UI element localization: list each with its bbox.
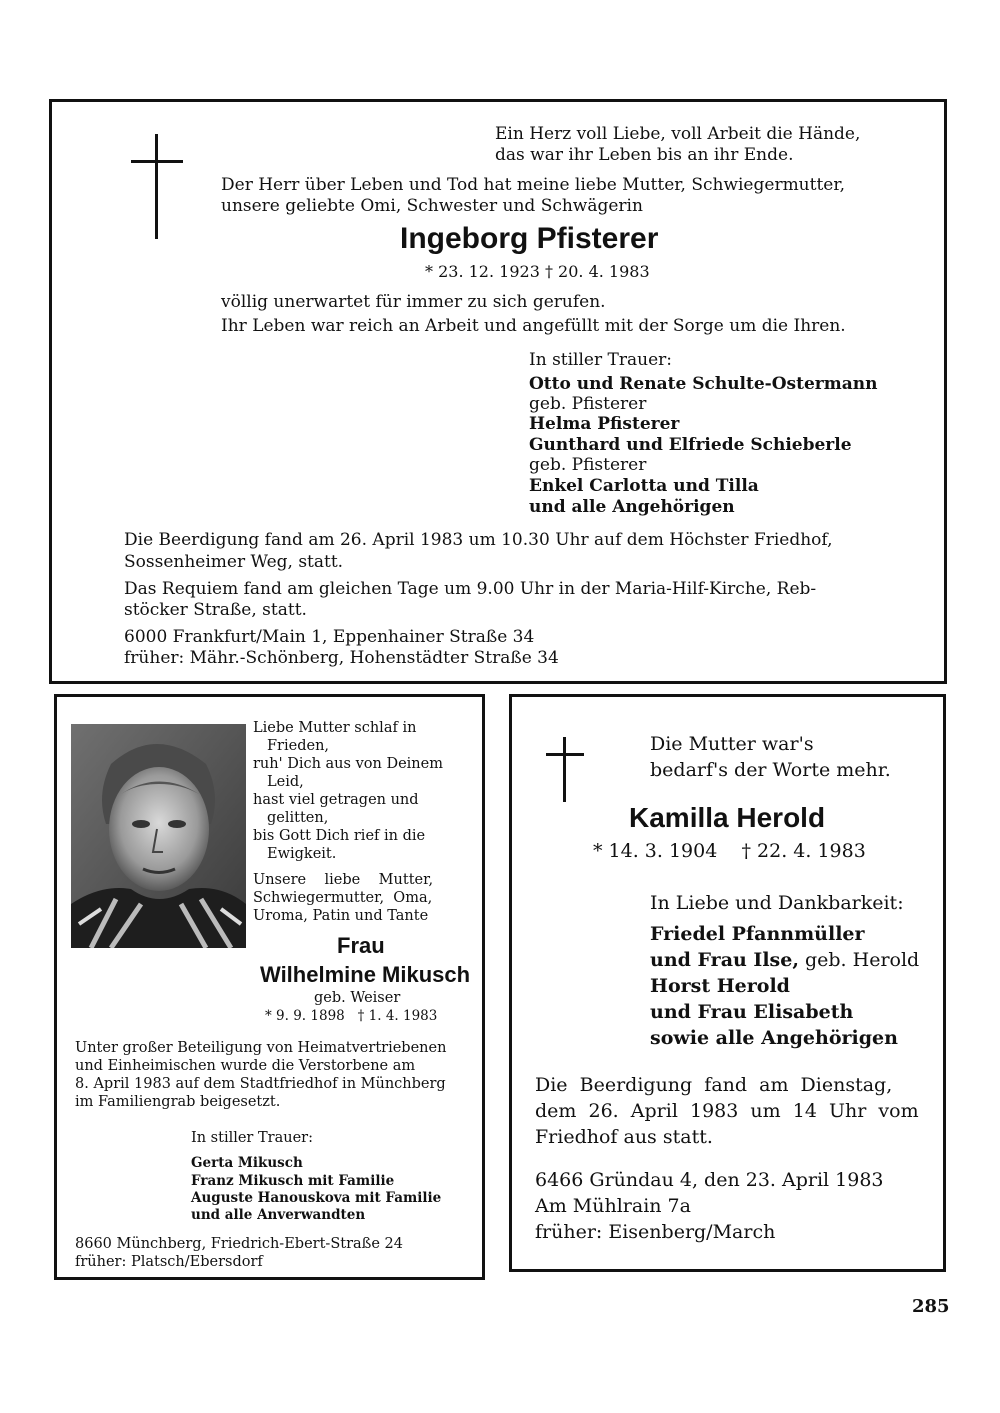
- poem-line: ruh' Dich aus von Deinem: [253, 756, 443, 772]
- obituary-kamilla-herold: [509, 694, 946, 1272]
- burial-line: 8. April 1983 auf dem Stadtfriedhof in Münchberg: [75, 1076, 446, 1092]
- page-number: 285: [912, 1296, 950, 1317]
- address-line-1: 6000 Frankfurt/Main 1, Eppenhainer Straße 34: [124, 627, 535, 647]
- funeral-line-1: Die Beerdigung fand am 26. April 1983 um 10.30 Uhr auf dem Höchster Friedhof,: [124, 530, 833, 550]
- funeral-line: dem 26. April 1983 um 14 Uhr vom: [535, 1100, 919, 1122]
- mourner-line: Franz Mikusch mit Familie: [191, 1173, 395, 1189]
- poem-line: Liebe Mutter schlaf in: [253, 720, 417, 736]
- mourner-line: Gerta Mikusch: [191, 1155, 303, 1171]
- requiem-line-1: Das Requiem fand am gleichen Tage um 9.00 Uhr in der Maria-Hilf-Kirche, Reb-: [124, 579, 817, 599]
- motto-line-2: bedarf's der Worte mehr.: [650, 759, 891, 781]
- poem-line: Frieden,: [267, 738, 330, 754]
- mourning-title: In stiller Trauer:: [191, 1130, 313, 1146]
- burial-line: und Einheimischen wurde die Verstorbene am: [75, 1058, 416, 1074]
- cross-icon: [131, 134, 181, 244]
- mourner-name: sowie alle Angehörigen: [650, 1027, 898, 1049]
- motto-line-1: Ein Herz voll Liebe, voll Arbeit die Hände,: [495, 124, 861, 144]
- poem-line: Leid,: [267, 774, 304, 790]
- mourner-line: [650, 923, 865, 945]
- address-line-1: 8660 Münchberg, Friedrich-Ebert-Straße 24: [75, 1236, 403, 1252]
- burial-line: Unter großer Beteiligung von Heimatvertriebenen: [75, 1040, 447, 1056]
- mourner-line: Otto und Renate Schulte-Ostermann: [529, 374, 878, 394]
- funeral-line-2: Sossenheimer Weg, statt.: [124, 552, 344, 572]
- mourner-name: und Frau Elisabeth: [650, 1001, 854, 1023]
- obituary-ingeborg-pfisterer: [49, 99, 947, 684]
- address-line: 6466 Gründau 4, den 23. April 1983: [535, 1169, 884, 1191]
- mourner-line: und alle Angehörigen: [529, 497, 735, 517]
- mourner-line: [650, 949, 919, 971]
- burial-line: im Familiengrab beigesetzt.: [75, 1094, 281, 1110]
- poem-line: Ewigkeit.: [267, 846, 337, 862]
- funeral-line: Die Beerdigung fand am Dienstag,: [535, 1074, 893, 1096]
- poem-line: hast viel getragen und: [253, 792, 419, 808]
- maiden-name: geb. Weiser: [314, 990, 401, 1006]
- mourner-line: geb. Pfisterer: [529, 455, 647, 475]
- address-line-2: früher: Platsch/Ebersdorf: [75, 1254, 263, 1270]
- honorific: Frau: [337, 933, 385, 958]
- deceased-name: Kamilla Herold: [629, 802, 826, 833]
- intro-line-2: unsere geliebte Omi, Schwester und Schwägerin: [221, 196, 643, 216]
- mourning-title: In stiller Trauer:: [529, 350, 672, 370]
- motto-line-2: das war ihr Leben bis an ihr Ende.: [495, 145, 794, 165]
- mourner-line: Auguste Hanouskova mit Familie: [191, 1190, 442, 1206]
- requiem-line-2: stöcker Straße, statt.: [124, 600, 307, 620]
- portrait-photo: [71, 724, 246, 948]
- mourner-line: Enkel Carlotta und Tilla: [529, 476, 759, 496]
- life-dates: * 23. 12. 1923 † 20. 4. 1983: [425, 262, 650, 281]
- deceased-name: Wilhelmine Mikusch: [260, 962, 471, 987]
- mourner-line: [650, 1027, 898, 1049]
- mourner-note: geb. Herold: [798, 949, 920, 971]
- life-dates: * 9. 9. 1898 † 1. 4. 1983: [265, 1008, 438, 1024]
- deceased-name: Ingeborg Pfisterer: [400, 222, 659, 255]
- funeral-line: Friedhof aus statt.: [535, 1126, 713, 1148]
- mourner-line: und alle Anverwandten: [191, 1207, 366, 1223]
- mourner-line: [650, 1001, 853, 1023]
- mourner-name: Horst Herold: [650, 975, 790, 997]
- mourner-name: und Frau Ilse,: [650, 949, 799, 971]
- mourner-name: Friedel Pfannmüller: [650, 923, 865, 945]
- cross-icon: [546, 737, 586, 807]
- mourner-line: geb. Pfisterer: [529, 394, 647, 414]
- life-dates: * 14. 3. 1904 † 22. 4. 1983: [593, 840, 866, 862]
- address-line: Am Mühlrain 7a: [535, 1195, 691, 1217]
- after-line-1: völlig unerwartet für immer zu sich gerufen.: [221, 292, 606, 312]
- address-line: früher: Eisenberg/March: [535, 1221, 776, 1243]
- intro-line: Unsere liebe Mutter,: [253, 872, 434, 888]
- intro-line: Schwiegermutter, Oma,: [253, 890, 433, 906]
- intro-line: Uroma, Patin und Tante: [253, 908, 429, 924]
- intro-line-1: Der Herr über Leben und Tod hat meine liebe Mutter, Schwiegermutter,: [221, 175, 846, 195]
- mourner-line: [650, 975, 790, 997]
- poem-line: bis Gott Dich rief in die: [253, 828, 426, 844]
- mourning-title: In Liebe und Dankbarkeit:: [650, 892, 904, 914]
- after-line-2: Ihr Leben war reich an Arbeit und angefüllt mit der Sorge um die Ihren.: [221, 316, 846, 336]
- mourner-line: Gunthard und Elfriede Schieberle: [529, 435, 852, 455]
- poem-line: gelitten,: [267, 810, 329, 826]
- mourner-line: Helma Pfisterer: [529, 414, 680, 434]
- obituary-wilhelmine-mikusch: [54, 694, 485, 1280]
- motto-line-1: Die Mutter war's: [650, 733, 814, 755]
- address-line-2: früher: Mähr.-Schönberg, Hohenstädter Straße 34: [124, 648, 559, 668]
